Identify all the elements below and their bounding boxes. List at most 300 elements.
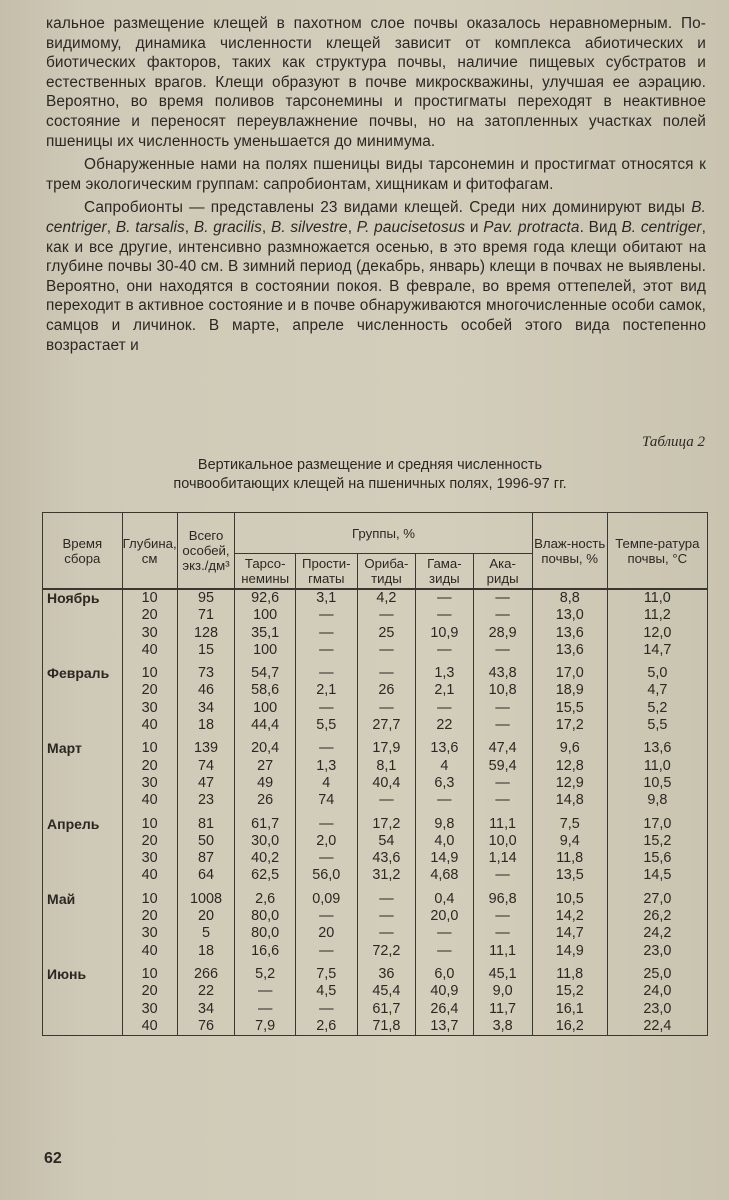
table-cell: 74 (177, 758, 235, 775)
table-cell: 2,6 (235, 891, 296, 908)
month-cell (43, 775, 123, 792)
table-header (43, 513, 708, 590)
table-cell: 50 (177, 833, 235, 850)
table-cell: 11,8 (532, 966, 607, 983)
table-cell: 14,9 (416, 850, 473, 867)
table-cell: 24,0 (607, 983, 707, 1000)
species-name: Pav. protracta (483, 218, 580, 236)
table-cell: — (295, 642, 357, 659)
table-cell: 31,2 (357, 867, 416, 884)
table-title (60, 456, 680, 494)
table-cell: 12,0 (607, 625, 707, 642)
table-cell: 10,9 (416, 625, 473, 642)
table-cell: 12,9 (532, 775, 607, 792)
table-row (43, 775, 708, 792)
table-cell: — (473, 908, 532, 925)
table-cell: 6,3 (416, 775, 473, 792)
table-cell: 95 (177, 589, 235, 607)
table-cell: — (357, 908, 416, 925)
month-cell (43, 625, 123, 642)
table-cell: 26,2 (607, 908, 707, 925)
table-cell: 47,4 (473, 740, 532, 757)
table-cell: — (357, 607, 416, 624)
table-cell: 54 (357, 833, 416, 850)
month-cell (43, 943, 123, 960)
table-cell: — (295, 700, 357, 717)
table-cell: — (473, 867, 532, 884)
separator: , (261, 218, 271, 236)
table-cell: 8,8 (532, 589, 607, 607)
table-cell: — (295, 607, 357, 624)
table-cell: — (295, 943, 357, 960)
species-name: B. tarsalis (115, 218, 185, 236)
table-cell: 11,2 (607, 607, 707, 624)
table-row (43, 925, 708, 942)
table-row (43, 589, 708, 607)
table-cell: 9,8 (607, 792, 707, 809)
table-cell: 10 (122, 665, 177, 682)
month-cell (43, 792, 123, 809)
table-cell: 24,2 (607, 925, 707, 942)
table-cell: 27,0 (607, 891, 707, 908)
table-cell: 13,6 (607, 740, 707, 757)
table-cell: — (235, 1001, 296, 1018)
month-cell (43, 867, 123, 884)
table-cell: 13,5 (532, 867, 607, 884)
table-cell: 62,5 (235, 867, 296, 884)
table-cell: 15,5 (532, 700, 607, 717)
table-cell: 12,8 (532, 758, 607, 775)
table-cell: 40 (122, 717, 177, 734)
table-row (43, 665, 708, 682)
table-row (43, 816, 708, 833)
table-cell: — (357, 891, 416, 908)
month-cell (43, 642, 123, 659)
table-cell: — (295, 665, 357, 682)
table-cell: — (473, 700, 532, 717)
table-cell: 0,09 (295, 891, 357, 908)
table-cell: 100 (235, 700, 296, 717)
paragraph-1: кальное размещение клещей в пахотном слое почвы оказалось неравномерным. По-видимому, динамика численности клещей зависит от комплекса абиотических и биотических факторов, таких как структура почвы, наличие пищевых субстратов и естественных врагов. Клещи образуют в почве микроскважины, улучшая ее аэрацию. Вероятно, во время поливов тарсонемины и простигматы переходят в неактивное состояние и переносят переувлажнение почвы, но на затопленных участках полей пшеницы их численность уменьшается до минимума. (46, 15, 706, 150)
table-cell: 72,2 (357, 943, 416, 960)
table-cell: 20 (122, 983, 177, 1000)
table-cell: 0,4 (416, 891, 473, 908)
table-cell: 58,6 (235, 682, 296, 699)
conjunction: и (465, 218, 484, 236)
table-cell: 17,0 (532, 665, 607, 682)
table-cell: 40 (122, 642, 177, 659)
table-cell: 4,5 (295, 983, 357, 1000)
paragraph-3-start: Сапробионты — представлены 23 видами клещей. Среди них доминируют виды (84, 199, 692, 217)
table-cell: 23,0 (607, 1001, 707, 1018)
table-cell: 10,8 (473, 682, 532, 699)
body-text (46, 14, 706, 355)
table-cell: — (473, 775, 532, 792)
table-cell: — (473, 607, 532, 624)
table-cell: 96,8 (473, 891, 532, 908)
table-cell: 10 (122, 740, 177, 757)
table-cell: 17,0 (607, 816, 707, 833)
table-cell: 59,4 (473, 758, 532, 775)
table-cell: 23 (177, 792, 235, 809)
table-row (43, 792, 708, 809)
table-cell: 9,8 (416, 816, 473, 833)
table-cell: 61,7 (235, 816, 296, 833)
table-row (43, 1001, 708, 1018)
table-title-line-2: почвообитающих клещей на пшеничных полях, 1996-97 гг. (173, 476, 567, 492)
table-cell: — (295, 740, 357, 757)
month-cell (43, 700, 123, 717)
table-cell: — (473, 925, 532, 942)
table-cell: 14,8 (532, 792, 607, 809)
table-cell: — (473, 792, 532, 809)
table-cell: 36 (357, 966, 416, 983)
species-name: B. centriger (46, 199, 706, 236)
table-cell: 13,6 (416, 740, 473, 757)
table-cell: 16,2 (532, 1018, 607, 1036)
table-row (43, 740, 708, 757)
table-cell: 9,6 (532, 740, 607, 757)
table-cell: — (357, 642, 416, 659)
table-cell: 14,9 (532, 943, 607, 960)
table-cell: — (235, 983, 296, 1000)
table-cell: 18,9 (532, 682, 607, 699)
table-cell: 61,7 (357, 1001, 416, 1018)
table-cell: 23,0 (607, 943, 707, 960)
species-name: P. paucisetosus (356, 218, 466, 236)
table-cell: 30 (122, 1001, 177, 1018)
table-cell: 100 (235, 607, 296, 624)
table-row (43, 908, 708, 925)
page-number: 62 (44, 1150, 62, 1167)
table-cell: 27,7 (357, 717, 416, 734)
table-cell: 46 (177, 682, 235, 699)
table-cell: 11,0 (607, 589, 707, 607)
table-row (43, 833, 708, 850)
table-cell: 35,1 (235, 625, 296, 642)
table-cell: 10,0 (473, 833, 532, 850)
table-cell: 4,7 (607, 682, 707, 699)
month-cell (43, 758, 123, 775)
month-cell (43, 850, 123, 867)
table-cell: 20 (122, 908, 177, 925)
table-cell: — (416, 642, 473, 659)
table-row (43, 758, 708, 775)
header-depth: Глубина, см (122, 513, 177, 590)
table-cell: — (295, 850, 357, 867)
month-cell (43, 1001, 123, 1018)
table-cell: 20 (122, 682, 177, 699)
table-cell: 8,1 (357, 758, 416, 775)
table-cell: 1,3 (416, 665, 473, 682)
table-cell: 40,4 (357, 775, 416, 792)
header-tarsonemina: Тарсо-немины (235, 554, 296, 590)
table-cell: 5,5 (607, 717, 707, 734)
table-cell: 17,9 (357, 740, 416, 757)
month-cell (43, 908, 123, 925)
table-cell: 4 (416, 758, 473, 775)
species-name: B. silvestre (270, 218, 348, 236)
table-row (43, 943, 708, 960)
table-row (43, 983, 708, 1000)
species-name: B. centriger (621, 218, 702, 236)
table-cell: — (416, 943, 473, 960)
table-cell: 6,0 (416, 966, 473, 983)
table-cell: 40 (122, 792, 177, 809)
table-row (43, 607, 708, 624)
table-cell: 30 (122, 850, 177, 867)
table-cell: 80,0 (235, 925, 296, 942)
table-cell: 11,7 (473, 1001, 532, 1018)
table-cell: — (473, 642, 532, 659)
table-cell: — (357, 925, 416, 942)
table-row (43, 700, 708, 717)
table-cell: 56,0 (295, 867, 357, 884)
month-cell: Март (43, 740, 123, 757)
header-temperature: Темпе-ратура почвы, °С (607, 513, 707, 590)
month-cell: Февраль (43, 665, 123, 682)
table-cell: — (357, 665, 416, 682)
table-cell: 20,4 (235, 740, 296, 757)
table-cell: 2,6 (295, 1018, 357, 1036)
table-cell: — (357, 700, 416, 717)
table-cell: 2,0 (295, 833, 357, 850)
header-oribatida: Ориба-тиды (357, 554, 416, 590)
paragraph-2: Обнаруженные нами на полях пшеницы виды тарсонемин и простигмат относятся к трем экологическим группам: сапробионтам, хищникам и фитофагам. (46, 156, 706, 193)
month-cell (43, 682, 123, 699)
table-cell: 76 (177, 1018, 235, 1036)
table-cell: 1008 (177, 891, 235, 908)
table-cell: 81 (177, 816, 235, 833)
table-cell: 10,5 (532, 891, 607, 908)
table-row (43, 850, 708, 867)
month-cell (43, 925, 123, 942)
table-cell: 80,0 (235, 908, 296, 925)
table-cell: 4,68 (416, 867, 473, 884)
table-row (43, 682, 708, 699)
table-cell: — (416, 700, 473, 717)
table-cell: 5,2 (607, 700, 707, 717)
month-cell: Ноябрь (43, 589, 123, 607)
table-cell: 17,2 (357, 816, 416, 833)
table-cell: 13,6 (532, 642, 607, 659)
month-cell (43, 607, 123, 624)
table-cell: 25,0 (607, 966, 707, 983)
table-cell: 87 (177, 850, 235, 867)
table-cell: 20 (122, 833, 177, 850)
table-row (43, 642, 708, 659)
table-cell: 40,2 (235, 850, 296, 867)
table-cell: 43,6 (357, 850, 416, 867)
table-cell: 18 (177, 717, 235, 734)
table-cell: 15,2 (532, 983, 607, 1000)
table-cell: 5 (177, 925, 235, 942)
table-cell: 5,0 (607, 665, 707, 682)
table-cell: 92,6 (235, 589, 296, 607)
paragraph-3-mid: . Вид (579, 218, 622, 236)
table-cell: 10 (122, 589, 177, 607)
table-cell: 71 (177, 607, 235, 624)
table-cell: 34 (177, 1001, 235, 1018)
table-cell: — (295, 908, 357, 925)
table-cell: 14,5 (607, 867, 707, 884)
table-cell: 74 (295, 792, 357, 809)
table-cell: 22,4 (607, 1018, 707, 1036)
table-cell: 16,1 (532, 1001, 607, 1018)
table-cell: 10 (122, 891, 177, 908)
table-cell: 13,6 (532, 625, 607, 642)
table-cell: 4,2 (357, 589, 416, 607)
table-cell: 20 (122, 758, 177, 775)
table-cell: 30 (122, 925, 177, 942)
table-cell: 14,7 (607, 642, 707, 659)
month-cell (43, 1018, 123, 1036)
table-cell: 10 (122, 816, 177, 833)
table-cell: 1,3 (295, 758, 357, 775)
table-cell: 15,6 (607, 850, 707, 867)
month-cell (43, 833, 123, 850)
header-humidity: Влаж-ность почвы, % (532, 513, 607, 590)
table-cell: 7,5 (295, 966, 357, 983)
species-name: B. gracilis (193, 218, 262, 236)
table-cell: 7,9 (235, 1018, 296, 1036)
table-cell: 128 (177, 625, 235, 642)
table-cell: 9,4 (532, 833, 607, 850)
header-prostigmata: Прости-гматы (295, 554, 357, 590)
table-cell: — (416, 925, 473, 942)
table-title-line-1: Вертикальное размещение и средняя численность (197, 457, 543, 473)
table-cell: — (357, 792, 416, 809)
table-cell: 14,7 (532, 925, 607, 942)
separator: , (184, 218, 194, 236)
header-groups: Группы, % (235, 513, 532, 554)
table-cell: 139 (177, 740, 235, 757)
table-cell: 20 (122, 607, 177, 624)
table-cell: 11,0 (607, 758, 707, 775)
table-cell: 15,2 (607, 833, 707, 850)
separator: , (106, 218, 116, 236)
paragraph-3 (46, 198, 706, 355)
header-total: Всего особей, экз./дм³ (177, 513, 235, 590)
table-cell: 17,2 (532, 717, 607, 734)
table-cell: 10,5 (607, 775, 707, 792)
month-cell: Июнь (43, 966, 123, 983)
table-cell: — (416, 607, 473, 624)
header-time: Время сбора (43, 513, 123, 590)
table-body (43, 589, 708, 1036)
table-cell: 30 (122, 700, 177, 717)
table-row (43, 625, 708, 642)
table-cell: 10 (122, 966, 177, 983)
table-cell: 45,1 (473, 966, 532, 983)
table-row (43, 1018, 708, 1036)
table-cell: 40 (122, 943, 177, 960)
table-cell: 14,2 (532, 908, 607, 925)
table-cell: 64 (177, 867, 235, 884)
table-cell: 2,1 (295, 682, 357, 699)
table-cell: 3,8 (473, 1018, 532, 1036)
table-cell: 3,1 (295, 589, 357, 607)
table-cell: — (473, 589, 532, 607)
month-cell: Апрель (43, 816, 123, 833)
table-cell: 20,0 (416, 908, 473, 925)
table-cell: 5,5 (295, 717, 357, 734)
table-cell: 1,14 (473, 850, 532, 867)
header-gamasida: Гама-зиды (416, 554, 473, 590)
table-cell: 16,6 (235, 943, 296, 960)
table-row (43, 717, 708, 734)
table-cell: 7,5 (532, 816, 607, 833)
table-row (43, 891, 708, 908)
table-cell: 9,0 (473, 983, 532, 1000)
table-cell: 13,7 (416, 1018, 473, 1036)
table-cell: 20 (177, 908, 235, 925)
data-table (42, 512, 708, 1036)
table-cell: 40 (122, 867, 177, 884)
table-cell: — (416, 792, 473, 809)
table-cell: 30,0 (235, 833, 296, 850)
table-cell: 15 (177, 642, 235, 659)
table-cell: 11,1 (473, 816, 532, 833)
month-cell: Май (43, 891, 123, 908)
table-cell: 25 (357, 625, 416, 642)
table-cell: 22 (416, 717, 473, 734)
table-cell: 4,0 (416, 833, 473, 850)
table-cell: 28,9 (473, 625, 532, 642)
table-cell: 71,8 (357, 1018, 416, 1036)
header-acarida: Ака-риды (473, 554, 532, 590)
table-cell: 34 (177, 700, 235, 717)
table-cell: 11,8 (532, 850, 607, 867)
table-cell: — (295, 1001, 357, 1018)
table-cell: — (295, 816, 357, 833)
table-label: Таблица 2 (642, 434, 705, 450)
table-cell: 47 (177, 775, 235, 792)
table-cell: 40,9 (416, 983, 473, 1000)
table-cell: 54,7 (235, 665, 296, 682)
paragraph-3-end: , как и все другие, интенсивно размножается осенью, в это время года клещи обитают на глубине почвы 30-40 см. В зимний период (декабрь, январь) клещи в почвах не выявлены. Вероятно, они находятся в состоянии покоя. В феврале, во время оттепелей, этот вид переходит в активное состояние и в почве обнаруживаются многочисленные особи самок, самцов и личинок. В марте, апреле численность особей этого вида постепенно возрастает и (46, 218, 707, 354)
table-cell: 20 (295, 925, 357, 942)
table-cell: 11,1 (473, 943, 532, 960)
table-cell: 30 (122, 625, 177, 642)
table-cell: 73 (177, 665, 235, 682)
table-cell: 30 (122, 775, 177, 792)
table-cell: 27 (235, 758, 296, 775)
table-cell: 49 (235, 775, 296, 792)
table-cell: 2,1 (416, 682, 473, 699)
table-cell: 22 (177, 983, 235, 1000)
table-cell: 100 (235, 642, 296, 659)
table-cell: — (473, 717, 532, 734)
table-cell: 43,8 (473, 665, 532, 682)
month-cell (43, 983, 123, 1000)
table-row (43, 867, 708, 884)
table-cell: 4 (295, 775, 357, 792)
table-row (43, 966, 708, 983)
separator: , (347, 218, 357, 236)
table-cell: — (295, 625, 357, 642)
table-cell: 266 (177, 966, 235, 983)
table-cell: 5,2 (235, 966, 296, 983)
table-cell: 26 (235, 792, 296, 809)
table-cell: — (416, 589, 473, 607)
table-cell: 26,4 (416, 1001, 473, 1018)
table-cell: 44,4 (235, 717, 296, 734)
table-cell: 13,0 (532, 607, 607, 624)
table-cell: 26 (357, 682, 416, 699)
month-cell (43, 717, 123, 734)
table-cell: 40 (122, 1018, 177, 1036)
